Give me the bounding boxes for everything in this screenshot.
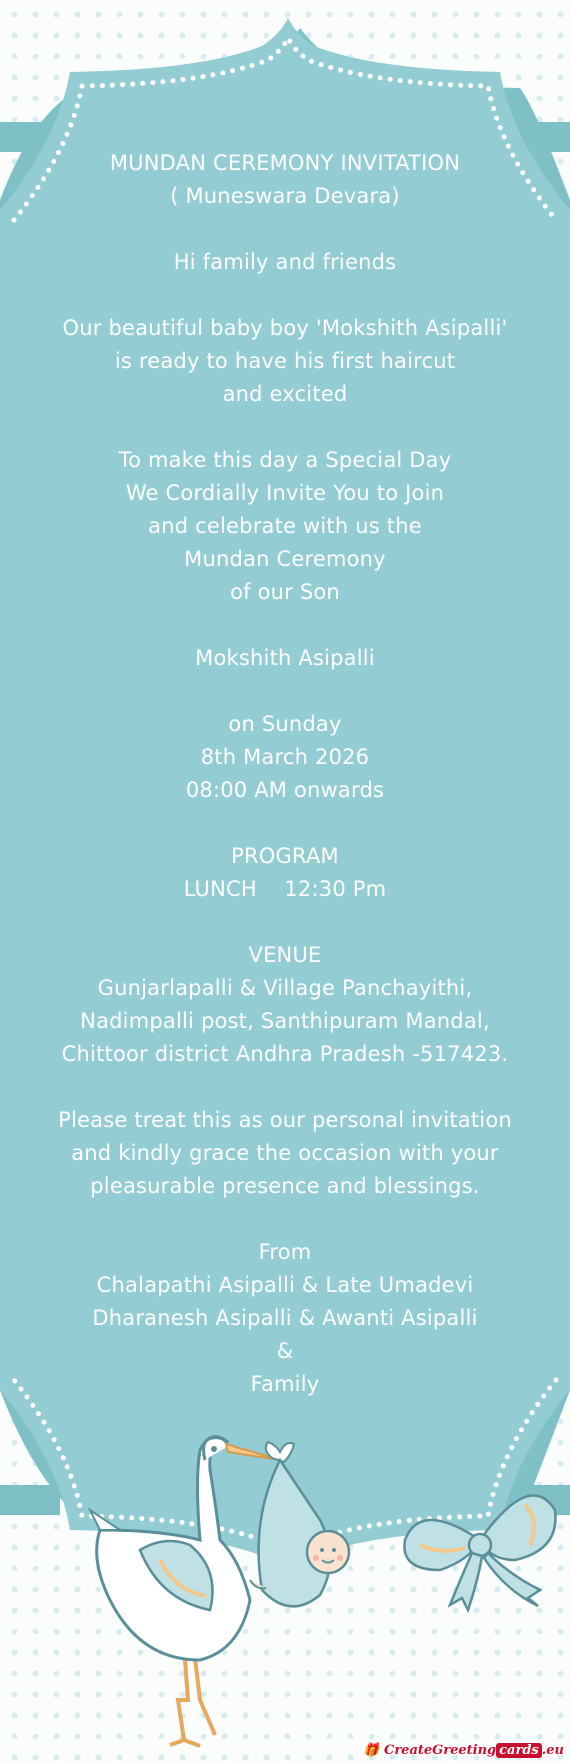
invitation-line: PROGRAM [231, 844, 339, 868]
invitation-line: and celebrate with us the [148, 514, 422, 538]
invitation-line: Family [250, 1372, 320, 1396]
invitation-line: 08:00 AM onwards [185, 778, 385, 802]
invitation-line: Chittoor district Andhra Pradesh -517423. [61, 1042, 509, 1066]
invitation-line: 8th March 2026 [200, 745, 370, 769]
watermark-brand-3: .eu [541, 1743, 564, 1758]
gift-icon: 🎁 [363, 1743, 380, 1758]
invitation-line: and excited [222, 382, 348, 406]
invitation-line: Mundan Ceremony [184, 547, 386, 571]
watermark-logo [363, 1743, 564, 1758]
invitation-line: LUNCH 12:30 Pm [183, 877, 387, 901]
invitation-line: Please treat this as our personal invitation [58, 1108, 512, 1132]
invitation-line: Hi family and friends [173, 250, 397, 274]
invitation-line: Dharanesh Asipalli & Awanti Asipalli [92, 1306, 478, 1330]
invitation-line: Chalapathi Asipalli & Late Umadevi [96, 1273, 474, 1297]
invitation-line: and kindly grace the occasion with your [71, 1141, 499, 1165]
invitation-line: VENUE [248, 943, 322, 967]
invitation-line: & [276, 1339, 294, 1363]
invitation-line: From [258, 1240, 312, 1264]
watermark-brand-1: CreateGreeting [383, 1743, 497, 1758]
invitation-line: of our Son [230, 580, 340, 604]
baby-bundle-icon [250, 1442, 349, 1606]
invitation-line: Our beautiful baby boy 'Mokshith Asipalli' [62, 316, 508, 340]
invitation-line: We Cordially Invite You to Join [125, 481, 445, 505]
invitation-line: is ready to have his first haircut [114, 349, 456, 373]
invitation-line: on Sunday [228, 712, 342, 736]
invitation-line: Nadimpalli post, Santhipuram Mandal, [80, 1009, 490, 1033]
stork-icon [90, 1437, 280, 1746]
invitation-line: ( Muneswara Devara) [170, 184, 400, 208]
invitation-line: To make this day a Special Day [118, 448, 452, 472]
invitation-line: MUNDAN CEREMONY INVITATION [109, 151, 461, 175]
invitation-line: Gunjarlapalli & Village Panchayithi, [97, 976, 473, 1000]
invitation-line: Mokshith Asipalli [195, 646, 375, 670]
invitation-line: pleasurable presence and blessings. [90, 1174, 480, 1198]
watermark-brand-2: cards [496, 1743, 542, 1758]
bow-icon [404, 1495, 555, 1610]
